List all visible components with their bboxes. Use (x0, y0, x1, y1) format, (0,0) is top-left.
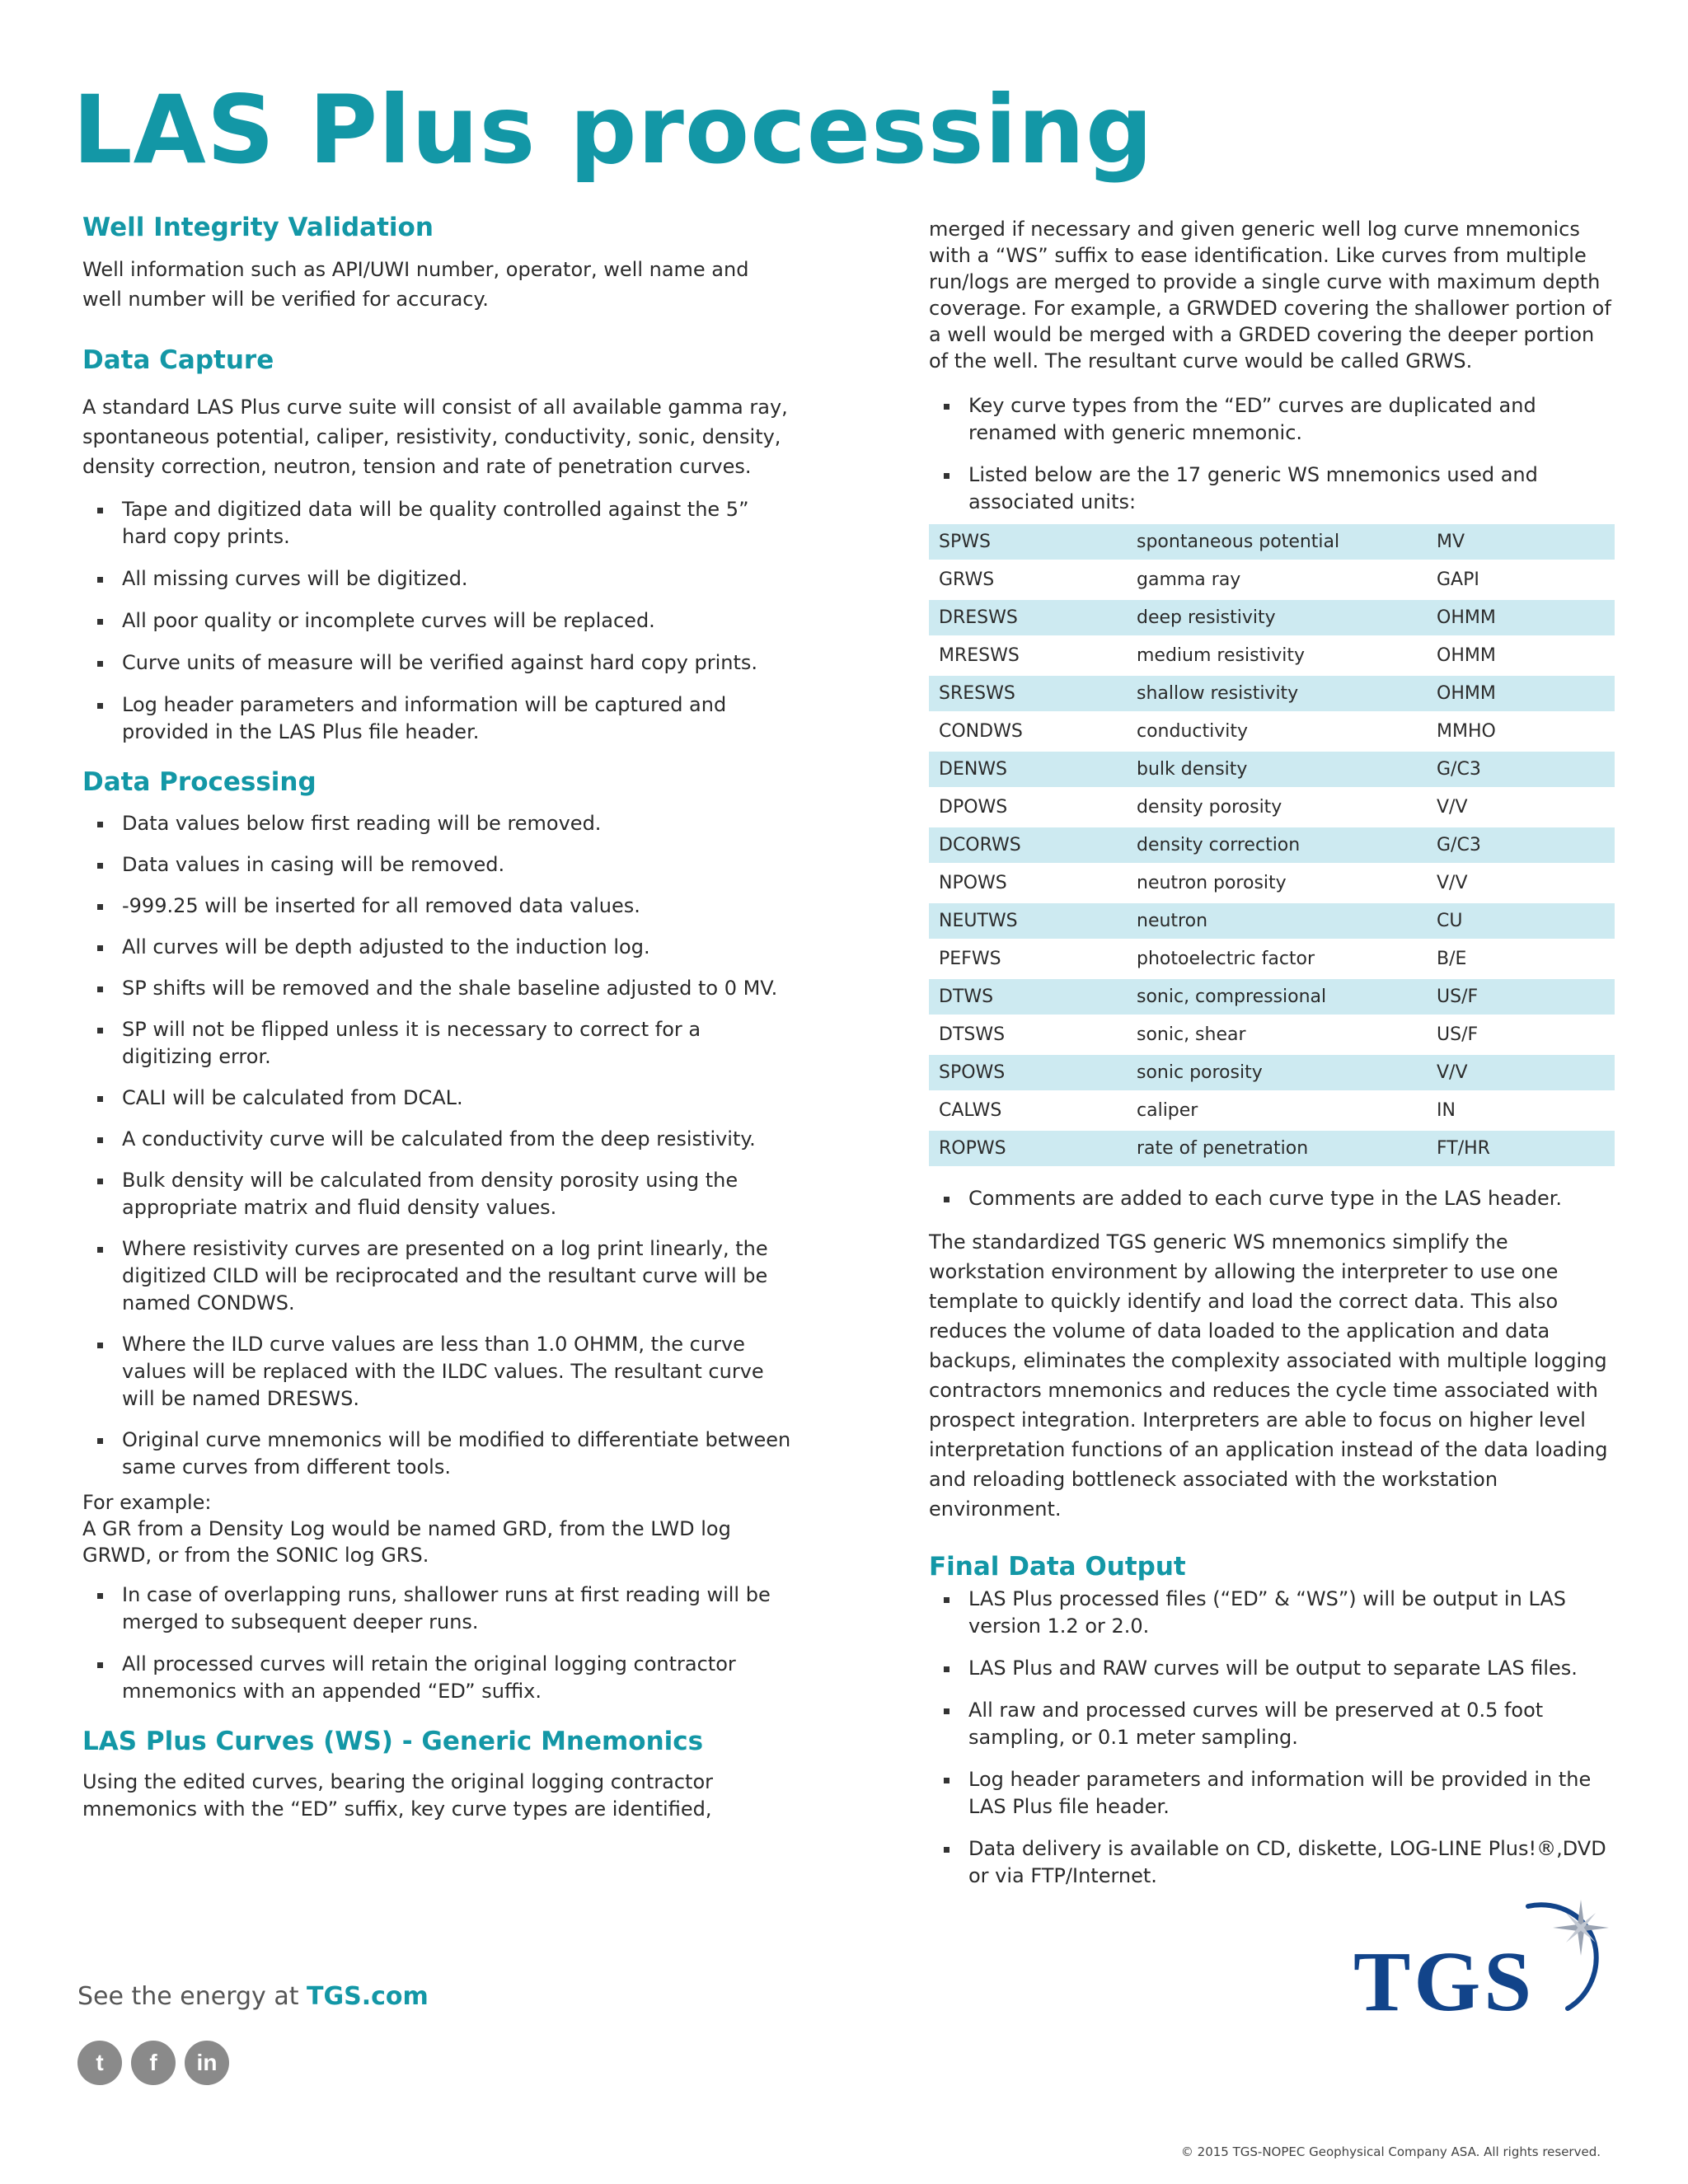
table-row (929, 599, 1615, 637)
bullet-list (929, 1185, 1615, 1212)
list-item: Original curve mnemonics will be modified to differentiate between same curves from different tools. (82, 1427, 791, 1481)
logo-text: TGS (1353, 1934, 1536, 2029)
table-row (929, 561, 1615, 599)
list-item: -999.25 will be inserted for all removed data values. (82, 893, 791, 920)
bullet-list (929, 392, 1615, 516)
list-item: LAS Plus processed files (“ED” & “WS”) will be output in LAS version 1.2 or 2.0. (929, 1586, 1615, 1640)
section-ws-curves (82, 1727, 791, 1823)
unit-cell: V/V (1427, 1054, 1615, 1092)
unit-cell: FT/HR (1427, 1130, 1615, 1168)
mnemonic-cell: DPOWS (929, 789, 1127, 827)
description-cell: gamma ray (1127, 561, 1427, 599)
twitter-icon[interactable]: t (77, 2041, 122, 2085)
description-cell: spontaneous potential (1127, 524, 1427, 561)
section-final-output (929, 1552, 1615, 1890)
section-text: Well information such as API/UWI number, operator, well name and well number will be verified for accuracy. (82, 258, 749, 312)
table-row (929, 978, 1615, 1016)
mnemonic-cell: DRESWS (929, 599, 1127, 637)
table-row (929, 827, 1615, 865)
unit-cell: V/V (1427, 789, 1615, 827)
mnemonic-cell: NEUTWS (929, 902, 1127, 940)
list-item: LAS Plus and RAW curves will be output to separate LAS files. (929, 1655, 1615, 1682)
bullet-list (82, 1582, 791, 1705)
table-row (929, 1130, 1615, 1168)
mnemonic-cell: CALWS (929, 1092, 1127, 1130)
mnemonic-cell: DTSWS (929, 1016, 1127, 1054)
section-heading: Well Integrity Validation (82, 213, 434, 242)
section-well-integrity (82, 213, 791, 314)
list-item: SP shifts will be removed and the shale baseline adjusted to 0 MV. (82, 975, 791, 1002)
list-item: All poor quality or incomplete curves will be replaced. (82, 607, 791, 635)
list-item: Curve units of measure will be verified against hard copy prints. (82, 649, 791, 677)
table-row (929, 637, 1615, 675)
mnemonic-cell: PEFWS (929, 940, 1127, 978)
table-row (929, 789, 1615, 827)
unit-cell: US/F (1427, 1016, 1615, 1054)
mnemonic-cell: CONDWS (929, 713, 1127, 751)
description-cell: bulk density (1127, 751, 1427, 789)
website-link[interactable]: TGS.com (307, 1982, 429, 2011)
table-row (929, 940, 1615, 978)
description-cell: rate of penetration (1127, 1130, 1427, 1168)
table-row (929, 713, 1615, 751)
section-text-continued: merged if necessary and given generic well log curve mnemonics with a “WS” suffix to ease identification. Like curves from multiple run/logs are merged to provide a single curve with maximum depth coverage. For example, a GRWDED covering the shallower portion of a well would be merged with a GRDED covering the deeper portion of the well. The resultant curve would be called GRWS. (929, 218, 1611, 373)
unit-cell: G/C3 (1427, 751, 1615, 789)
mnemonic-cell: SPOWS (929, 1054, 1127, 1092)
list-item: Data values in casing will be removed. (82, 851, 791, 879)
table-row (929, 1092, 1615, 1130)
section-heading: LAS Plus Curves (WS) - Generic Mnemonics (82, 1726, 704, 1756)
description-cell: medium resistivity (1127, 637, 1427, 675)
description-cell: shallow resistivity (1127, 675, 1427, 713)
table-row (929, 751, 1615, 789)
unit-cell: CU (1427, 902, 1615, 940)
copyright: © 2015 TGS-NOPEC Geophysical Company ASA. All rights reserved. (1180, 2144, 1601, 2159)
section-text: A standard LAS Plus curve suite will consist of all available gamma ray, spontaneous potential, caliper, resistivity, conductivity, sonic, density, density correction, neutron, tension and rate of penetration curves. (82, 396, 788, 479)
list-item: Listed below are the 17 generic WS mnemonics used and associated units: (929, 462, 1615, 516)
page-title: LAS Plus processing (73, 75, 1154, 185)
unit-cell: OHMM (1427, 675, 1615, 713)
list-item: Where resistivity curves are presented on a log print linearly, the digitized CILD will be reciprocated and the resultant curve will be named CONDWS. (82, 1235, 791, 1317)
list-item: Log header parameters and information will be captured and provided in the LAS Plus file header. (82, 691, 791, 746)
list-item: In case of overlapping runs, shallower runs at first reading will be merged to subsequent deeper runs. (82, 1582, 791, 1636)
list-item: SP will not be flipped unless it is necessary to correct for a digitizing error. (82, 1016, 791, 1071)
table-row (929, 1054, 1615, 1092)
facebook-icon[interactable]: f (131, 2041, 176, 2085)
unit-cell: OHMM (1427, 599, 1615, 637)
list-item: Log header parameters and information will be provided in the LAS Plus file header. (929, 1766, 1615, 1821)
description-cell: density porosity (1127, 789, 1427, 827)
mnemonic-cell: SRESWS (929, 675, 1127, 713)
unit-cell: OHMM (1427, 637, 1615, 675)
section-data-processing (82, 767, 791, 1704)
left-column (82, 213, 791, 1844)
mnemonic-cell: MRESWS (929, 637, 1127, 675)
mnemonic-cell: DCORWS (929, 827, 1127, 865)
unit-cell: V/V (1427, 865, 1615, 902)
unit-cell: MMHO (1427, 713, 1615, 751)
list-item: CALI will be calculated from DCAL. (82, 1085, 791, 1112)
list-item: All curves will be depth adjusted to the induction log. (82, 934, 791, 961)
right-column (929, 216, 1615, 1911)
unit-cell: US/F (1427, 978, 1615, 1016)
list-item: Where the ILD curve values are less than 1.0 OHMM, the curve values will be replaced with the ILDC values. The resultant curve will be named DRESWS. (82, 1331, 791, 1413)
list-item: Tape and digitized data will be quality controlled against the 5” hard copy prints. (82, 496, 791, 551)
section-text: Using the edited curves, bearing the original logging contractor mnemonics with the “ED” suffix, key curve types are identified, (82, 1769, 713, 1821)
social-links (77, 2041, 229, 2085)
list-item: All processed curves will retain the original logging contractor mnemonics with an appended “ED” suffix. (82, 1651, 791, 1705)
section-heading: Final Data Output (929, 1552, 1186, 1582)
mnemonic-cell: ROPWS (929, 1130, 1127, 1168)
list-item: Data values below first reading will be removed. (82, 810, 791, 837)
section-heading: Data Capture (82, 345, 274, 376)
linkedin-icon[interactable]: in (185, 2041, 229, 2085)
list-item: Bulk density will be calculated from density porosity using the appropriate matrix and fluid density values. (82, 1167, 791, 1221)
footer-cta (77, 1982, 429, 2011)
mnemonic-cell: GRWS (929, 561, 1127, 599)
cta-prefix: See the energy at (77, 1982, 307, 2011)
summary-text: The standardized TGS generic WS mnemonics simplify the workstation environment by allowing the interpreter to use one template to quickly identify and load the correct data. This also reduces the volume of data loaded to the application and data backups, eliminates the complexity associated with multiple logging contractors mnemonics and reduces the cycle time associated with prospect integration. Interpreters are able to focus on higher level interpretation functions of an application instead of the data loading and reloading bottleneck associated with the workstation environment. (929, 1230, 1608, 1521)
description-cell: neutron porosity (1127, 865, 1427, 902)
description-cell: density correction (1127, 827, 1427, 865)
example-label: For example: (82, 1490, 212, 1514)
unit-cell: B/E (1427, 940, 1615, 978)
table-row (929, 865, 1615, 902)
section-data-capture (82, 345, 791, 746)
description-cell: conductivity (1127, 713, 1427, 751)
mnemonics-table (929, 524, 1615, 1169)
list-item: All raw and processed curves will be preserved at 0.5 foot sampling, or 0.1 meter sampling. (929, 1697, 1615, 1751)
mnemonic-cell: NPOWS (929, 865, 1127, 902)
bullet-list (82, 496, 791, 746)
list-item: All missing curves will be digitized. (82, 565, 791, 593)
description-cell: sonic, shear (1127, 1016, 1427, 1054)
bullet-list (929, 1586, 1615, 1890)
description-cell: sonic porosity (1127, 1054, 1427, 1092)
list-item: A conductivity curve will be calculated from the deep resistivity. (82, 1126, 791, 1153)
list-item: Comments are added to each curve type in the LAS header. (929, 1185, 1615, 1212)
unit-cell: G/C3 (1427, 827, 1615, 865)
section-heading: Data Processing (82, 767, 316, 798)
description-cell: deep resistivity (1127, 599, 1427, 637)
list-item: Key curve types from the “ED” curves are duplicated and renamed with generic mnemonic. (929, 392, 1615, 447)
list-item: Data delivery is available on CD, diskette, LOG-LINE Plus!®,DVD or via FTP/Internet. (929, 1835, 1615, 1890)
unit-cell: MV (1427, 524, 1615, 561)
mnemonic-cell: DTWS (929, 978, 1127, 1016)
mnemonic-cell: DENWS (929, 751, 1127, 789)
description-cell: sonic, compressional (1127, 978, 1427, 1016)
table-row (929, 675, 1615, 713)
unit-cell: IN (1427, 1092, 1615, 1130)
bullet-list (82, 810, 791, 1481)
description-cell: photoelectric factor (1127, 940, 1427, 978)
table-row (929, 524, 1615, 561)
table-row (929, 1016, 1615, 1054)
mnemonic-cell: SPWS (929, 524, 1127, 561)
unit-cell: GAPI (1427, 561, 1615, 599)
example-text: A GR from a Density Log would be named GRD, from the LWD log GRWD, or from the SONIC log GRS. (82, 1516, 731, 1567)
table-row (929, 902, 1615, 940)
description-cell: caliper (1127, 1092, 1427, 1130)
description-cell: neutron (1127, 902, 1427, 940)
